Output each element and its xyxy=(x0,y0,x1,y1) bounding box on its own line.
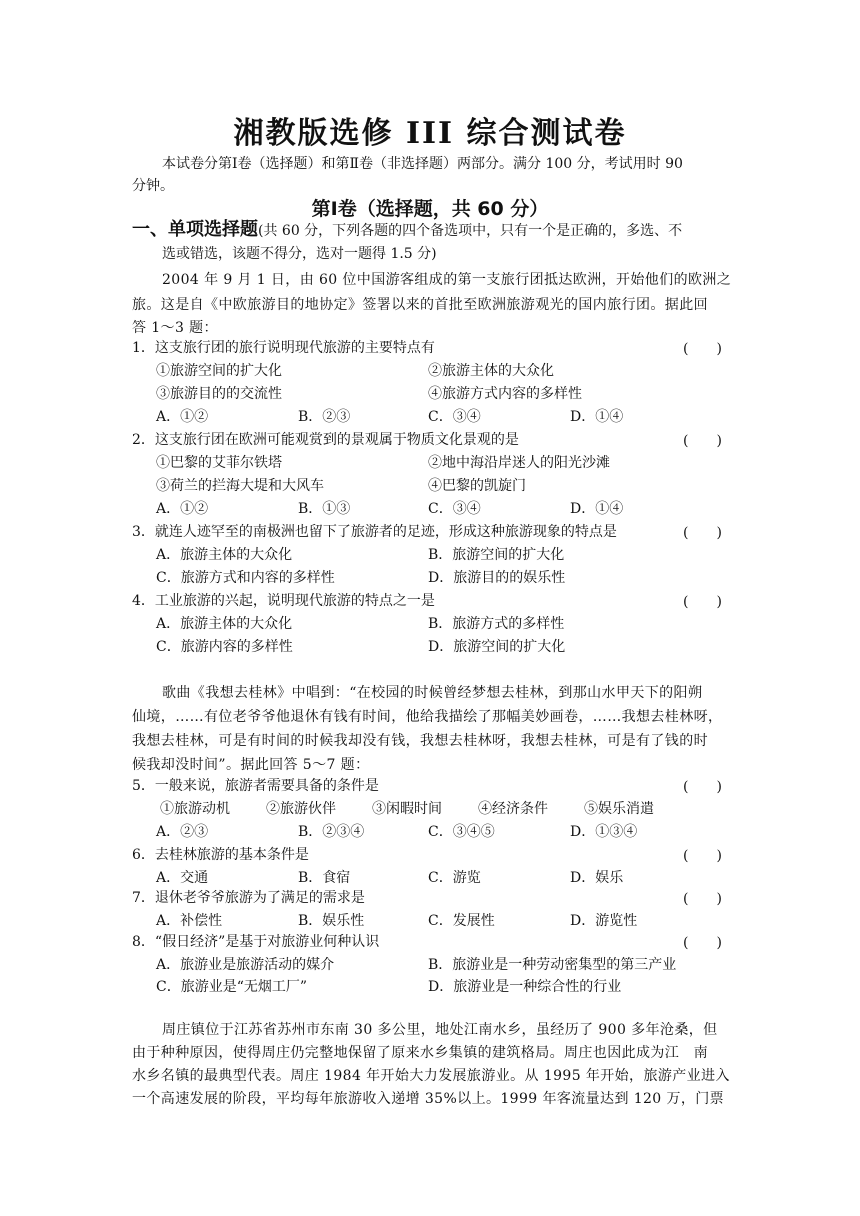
passage1-line-1: 2004 年 9 月 1 日，由 60 位中国游客组成的第一支旅行团抵达欧洲，开始他们的欧洲之 xyxy=(162,272,732,288)
part1-heading: 一、单项选择题 xyxy=(132,219,258,240)
q5-item-1: ①旅游动机 xyxy=(160,801,230,817)
q2-item-3: ③荷兰的拦海大堤和大风车 xyxy=(156,478,324,494)
q8-option-a: A．旅游业是旅游活动的媒介 xyxy=(156,957,335,973)
q5-item-2: ②旅游伙伴 xyxy=(266,801,336,817)
q5-option-c: C．③④⑤ xyxy=(428,824,495,840)
part1-header xyxy=(132,220,682,241)
q2-option-c: C．③④ xyxy=(428,501,481,517)
q1-answer-blank[interactable]: ( ) xyxy=(683,341,722,357)
q8-option-b: B．旅游业是一种劳动密集型的第三产业 xyxy=(428,957,677,973)
q3-option-b: B．旅游空间的扩大化 xyxy=(428,547,565,563)
q1-option-b: B．②③ xyxy=(298,409,351,425)
q1-item-1: ①旅游空间的扩大化 xyxy=(156,363,282,379)
q2-stem: 2．这支旅行团在欧洲可能观赏到的景观属于物质文化景观的是 xyxy=(132,432,519,448)
q6-option-a: A．交通 xyxy=(156,870,209,886)
q5-option-a: A．②③ xyxy=(156,824,209,840)
q8-answer-blank[interactable]: ( ) xyxy=(683,935,722,951)
q8-stem: 8．“假日经济”是基于对旅游业何种认识 xyxy=(132,934,380,950)
q4-option-b: B．旅游方式的多样性 xyxy=(428,616,565,632)
q7-answer-blank[interactable]: ( ) xyxy=(683,891,722,907)
q3-option-a: A．旅游主体的大众化 xyxy=(156,547,293,563)
q5-option-b: B．②③④ xyxy=(298,824,365,840)
passage2-line-3: 我想去桂林，可是有时间的时候我却没有钱，我想去桂林呀，我想去桂林，可是有了钱的时 xyxy=(132,733,708,749)
q4-option-d: D．旅游空间的扩大化 xyxy=(428,639,566,655)
q3-answer-blank[interactable]: ( ) xyxy=(683,525,722,541)
q1-option-d: D．①④ xyxy=(570,409,624,425)
q2-item-2: ②地中海沿岸迷人的阳光沙滩 xyxy=(428,455,610,471)
page-title: 湘教版选修 III 综合测试卷 xyxy=(233,116,627,151)
q7-option-c: C．发展性 xyxy=(428,913,495,929)
q7-option-b: B．娱乐性 xyxy=(298,913,365,929)
q2-option-d: D．①④ xyxy=(570,501,624,517)
q5-item-4: ④经济条件 xyxy=(478,801,548,817)
q6-option-d: D．娱乐 xyxy=(570,870,624,886)
passage3-line-4: 一个高速发展的阶段，平均每年旅游收入递增 35%以上。1999 年客流量达到 120 万，门票 xyxy=(132,1091,725,1107)
passage3-line-2: 由于种种原因，使得周庄仍完整地保留了原来水乡集镇的建筑格局。周庄也因此成为江 南 xyxy=(132,1045,708,1061)
passage2-line-2: 仙境，……有位老爷爷他退休有钱有时间，他给我描绘了那幅美妙画卷，……我想去桂林呀， xyxy=(132,709,723,725)
intro-line-1: 本试卷分第Ⅰ卷（选择题）和第Ⅱ卷（非选择题）两部分。满分 100 分，考试用时 90 xyxy=(162,156,683,172)
q7-option-a: A．补偿性 xyxy=(156,913,223,929)
q8-option-c: C．旅游业是“无烟工厂” xyxy=(156,979,308,995)
q3-stem: 3．就连人迹罕至的南极洲也留下了旅游者的足迹，形成这种旅游现象的特点是 xyxy=(132,524,617,540)
q1-option-c: C．③④ xyxy=(428,409,481,425)
q2-item-1: ①巴黎的艾菲尔铁塔 xyxy=(156,455,282,471)
q1-option-a: A．①② xyxy=(156,409,209,425)
q3-option-c: C．旅游方式和内容的多样性 xyxy=(156,570,335,586)
intro-line-2: 分钟。 xyxy=(132,178,174,194)
q6-option-b: B．食宿 xyxy=(298,870,351,886)
q6-stem: 6．去桂林旅游的基本条件是 xyxy=(132,847,309,863)
q4-answer-blank[interactable]: ( ) xyxy=(683,594,722,610)
q6-option-c: C．游览 xyxy=(428,870,481,886)
q1-item-4: ④旅游方式内容的多样性 xyxy=(428,386,582,402)
q4-stem: 4．工业旅游的兴起，说明现代旅游的特点之一是 xyxy=(132,593,435,609)
q2-option-a: A．①② xyxy=(156,501,209,517)
q1-item-3: ③旅游目的的交流性 xyxy=(156,386,282,402)
passage1-line-2: 旅。这是自《中欧旅游目的地协定》签署以来的首批至欧洲旅游观光的国内旅行团。据此回 xyxy=(132,297,708,313)
q8-option-d: D．旅游业是一种综合性的行业 xyxy=(428,979,622,995)
q7-stem: 7．退休老爷爷旅游为了满足的需求是 xyxy=(132,890,365,906)
q5-item-3: ③闲暇时间 xyxy=(372,801,442,817)
q1-stem: 1．这支旅行团的旅行说明现代旅游的主要特点有 xyxy=(132,340,435,356)
q7-option-d: D．游览性 xyxy=(570,913,638,929)
passage2-line-4: 候我却没时间”。据此回答 5～7 题： xyxy=(132,757,370,773)
passage3-line-3: 水乡名镇的最典型代表。周庄 1984 年开始大力发展旅游业。从 1995 年开始，旅游产业进入 xyxy=(132,1068,730,1084)
q5-stem: 5．一般来说，旅游者需要具备的条件是 xyxy=(132,778,379,794)
q4-option-c: C．旅游内容的多样性 xyxy=(156,639,293,655)
q2-item-4: ④巴黎的凯旋门 xyxy=(428,478,526,494)
part1-note: (共 60 分，下列各题的四个备选项中，只有一个是正确的，多选、不 xyxy=(258,223,683,239)
part1-note-2: 选或错选，该题不得分，选对一题得 1.5 分) xyxy=(162,246,437,262)
q1-item-2: ②旅游主体的大众化 xyxy=(428,363,554,379)
q6-answer-blank[interactable]: ( ) xyxy=(683,848,722,864)
passage2-line-1: 歌曲《我想去桂林》中唱到：“在校园的时候曾经梦想去桂林，到那山水甲天下的阳朔 xyxy=(162,685,703,701)
q5-answer-blank[interactable]: ( ) xyxy=(683,779,722,795)
q4-option-a: A．旅游主体的大众化 xyxy=(156,616,293,632)
passage1-line-3: 答 1～3 题： xyxy=(132,320,218,336)
q5-option-d: D．①③④ xyxy=(570,824,638,840)
q2-answer-blank[interactable]: ( ) xyxy=(683,433,722,449)
q2-option-b: B．①③ xyxy=(298,501,351,517)
q5-item-5: ⑤娱乐消遣 xyxy=(584,801,654,817)
passage3-line-1: 周庄镇位于江苏省苏州市东南 30 多公里，地处江南水乡，虽经历了 900 多年沧桑，但 xyxy=(162,1022,718,1038)
section-title: 第Ⅰ卷（选择题，共 60 分） xyxy=(311,198,549,220)
q3-option-d: D．旅游目的的娱乐性 xyxy=(428,570,566,586)
